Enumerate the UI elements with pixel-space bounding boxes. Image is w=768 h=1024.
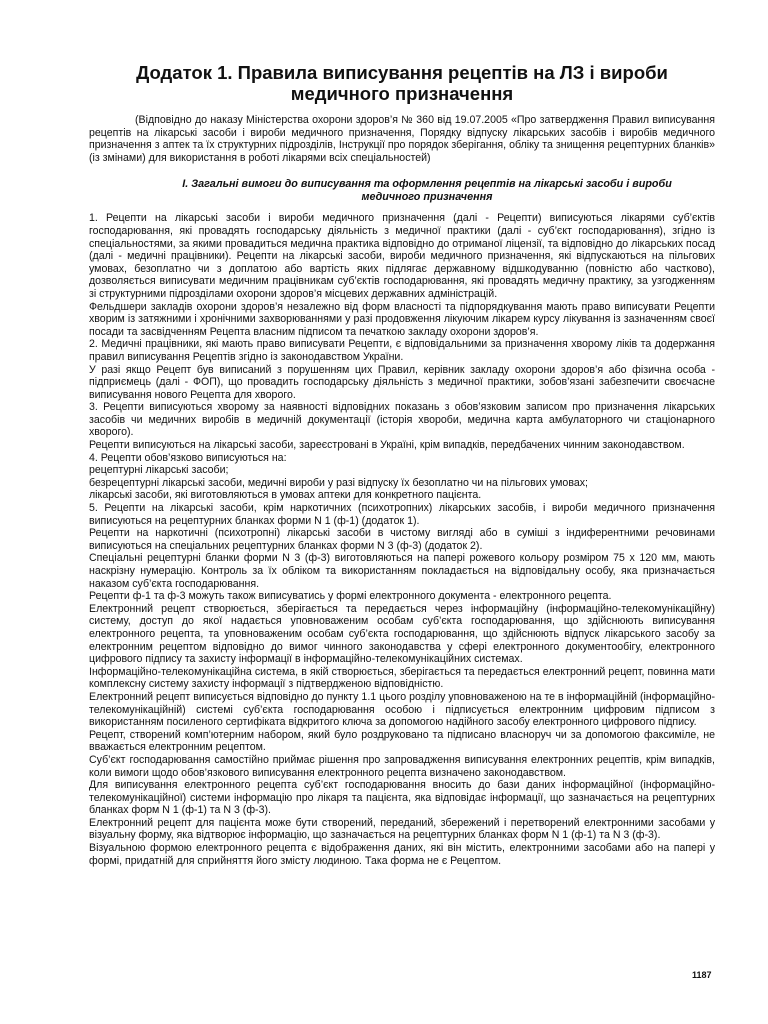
paragraph: 1. Рецепти на лікарські засоби і вироби медичного призначення (далі - Рецепти) виписуються лікарями суб’єктів господарювання, які провадять господарську діяльність з медичної практики (далі - суб’єкт господарювання), згідно із спеціальностями, за якими провадиться медична практика відповідно до отриманої ліцензії, та відповідно до лікарських посад (далі - медичні працівники). Рецепти на лікарські засоби, вироби медичного призначення, які відпускаються на пільгових умовах, безоплатно чи з доплатою або вартість яких підлягає державному відшкодуванню (повністю або частково), дозволяється виписувати медичним працівникам суб’єктів господарювання, які провадять медичну практику, за узгодженням зі структурними підрозділами охорони здоров’я місцевих державних адміністрацій. — [89, 212, 715, 300]
paragraph: У разі якщо Рецепт був виписаний з порушенням цих Правил, керівник закладу охорони здоров’я або фізична особа - підприємець (далі - ФОП), що провадить господарську діяльність з медичної практики, зобов’язані забезпечити своєчасне виписування нового Рецепта для хворого. — [89, 363, 715, 401]
paragraph: Електронний рецепт створюється, зберігається та передається через інформаційну (інформаційно-телекомунікаційну) систему, доступ до якої надається уповноваженим особам суб’єкта господарювання, що здійснюють виписування електронного рецепта, та уповноваженим особам суб’єкта господарювання, що здійснюють відпуск лікарського засобу за електронним рецептом відповідно до вимог чинного законодавства у сфері електронного документообігу, електронного цифрового підпису та захисту інформації в інформаційно-телекомунікаційних системах. — [89, 602, 715, 666]
paragraph: безрецептурні лікарські засоби, медичні вироби у разі відпуску їх безоплатно чи на пільгових умовах; — [89, 476, 588, 489]
order-reference: (Відповідно до наказу Міністерства охорони здоров’я № 360 від 19.07.2005 «Про затвердження Правил виписування рецептів на лікарські засоби і вироби медичного призначення, Порядку відпуску лікарських засобів і виробів медичного призначення з аптек та їх структурних підрозділів, Інструкції про порядок зберігання, обліку та знищення рецептурних бланків» (із змінами) для використання в роботі лікарями всіх спеціальностей) — [89, 114, 715, 164]
body-text — [89, 212, 715, 867]
document-page — [89, 62, 715, 867]
page-number: 1187 — [692, 970, 712, 980]
paragraph: Спеціальні рецептурні бланки форми N 3 (ф-3) виготовляються на папері рожевого кольору розміром 75 х 120 мм, мають наскрізну нумерацію. Контроль за їх обліком та використанням покладається на відповідальну особу, яка призначається наказом суб’єкта господарювання. — [89, 552, 715, 590]
paragraph: Для виписування електронного рецепта суб’єкт господарювання вносить до бази даних інформаційної (інформаційно-телекомунікаційної) системи інформацію про лікаря та пацієнта, яка відповідає інформації, що зазначається на рецептурних бланках форм N 1 (ф-1) та N 3 (ф-3). — [89, 779, 715, 817]
paragraph: Рецепти на наркотичні (психотропні) лікарські засоби в чистому вигляді або в суміші з індиферентними речовинами виписуються на спеціальних рецептурних бланках форми N 3 (ф-3) (додаток 2). — [89, 527, 715, 552]
paragraph: 2. Медичні працівники, які мають право виписувати Рецепти, є відповідальними за призначення хворому ліків та додержання правил виписування Рецептів згідно із законодавством України. — [89, 338, 715, 363]
paragraph: Інформаційно-телекомунікаційна система, в якій створюється, зберігається та передається електронний рецепт, повинна мати комплексну систему захисту інформації з підтвердженою відповідністю. — [89, 665, 715, 691]
paragraph: Рецепт, створений комп’ютерним набором, який було роздруковано та підписано власноруч чи за допомогою факсиміле, не вважається електронним рецептом. — [89, 728, 715, 754]
paragraph: 4. Рецепти обов’язково виписуються на: — [89, 451, 287, 464]
paragraph: лікарські засоби, які виготовляються в умовах аптеки для конкретного пацієнта. — [89, 489, 482, 502]
document-title: Додаток 1. Правила виписування рецептів на ЛЗ і вироби медичного призначення — [136, 62, 668, 104]
paragraph: рецептурні лікарські засоби; — [89, 464, 229, 477]
paragraph: Електронний рецепт для пацієнта може бути створений, переданий, збережений і перетворений електронними засобами у візуальну форму, яка відтворює інформацію, що зазначається на рецептурних бланках форм N 1 (ф-1) та N 3 (ф-3). — [89, 816, 715, 842]
paragraph: Візуальною формою електронного рецепта є відображення даних, які він містить, електронними засобами або на папері у формі, придатній для сприйняття його змісту людиною. Така форма не є Рецептом. — [89, 842, 715, 867]
paragraph: 3. Рецепти виписуються хворому за наявності відповідних показань з обов’язковим записом про призначення лікарських засобів чи медичних виробів в медичній документації (історія хвороби, медична карта амбулаторного чи стаціонарного хворого). — [89, 401, 715, 439]
paragraph: Фельдшери закладів охорони здоров’я незалежно від форм власності та підпорядкування мають право виписувати Рецепти хворим із затяжними і хронічними захворюваннями у разі продовження лікуючим лікарем курсу лікування із зазначенням своєї посади та засвідченням Рецепта власним підписом та печаткою закладу охорони здоров’я. — [89, 300, 715, 338]
paragraph: Рецепти виписуються на лікарські засоби, зареєстровані в Україні, крім випадків, передбачених чинним законодавством. — [89, 439, 685, 452]
section-heading: I. Загальні вимоги до виписування та оформлення рецептів на лікарські засоби і вироби медичного призначення — [182, 178, 672, 204]
paragraph: 5. Рецепти на лікарські засоби, крім наркотичних (психотропних) лікарських засобів, і вироби медичного призначення виписуються на рецептурних бланках форми N 1 (ф-1) (додаток 1). — [89, 502, 715, 527]
paragraph: Суб’єкт господарювання самостійно приймає рішення про запровадження виписування електронних рецептів, крім випадків, коли вимоги щодо обов’язкового виписування електронного рецепта визначено законодавством. — [89, 753, 715, 779]
paragraph: Рецепти ф-1 та ф-3 можуть також виписуватись у формі електронного документа - електронного рецепта. — [89, 590, 612, 603]
paragraph: Електронний рецепт виписується відповідно до пункту 1.1 цього розділу уповноваженою на те в інформаційній (інформаційно-телекомунікаційній) системі суб’єкта господарювання особою і підписується електронним цифровим підписом з використанням посиленого сертифіката відкритого ключа за допомогою надійного засобу електронного цифрового підпису. — [89, 690, 715, 729]
